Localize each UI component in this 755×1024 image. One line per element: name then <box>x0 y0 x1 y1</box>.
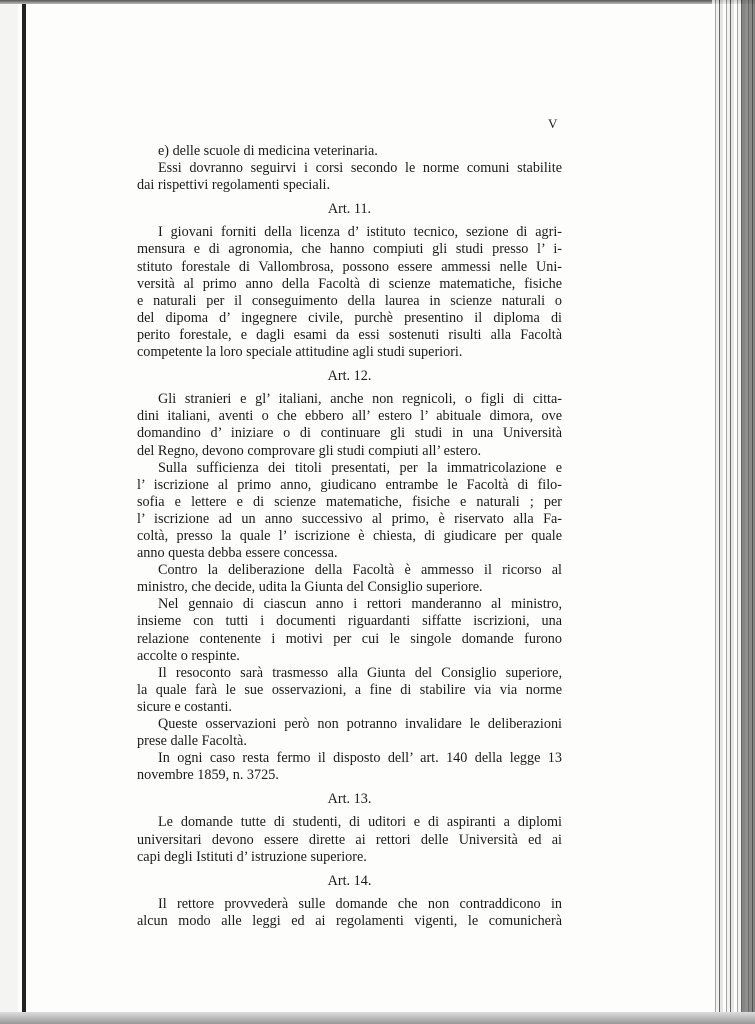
text-line: mensura e di agronomia, che hanno compiuti gli studi presso l’ i- <box>137 241 562 258</box>
text-line: e) delle scuole di medicina veterinaria. <box>158 143 378 159</box>
text-line: novembre 1859, n. 3725. <box>137 767 279 784</box>
paragraph <box>137 665 562 716</box>
text-line: In ogni caso resta fermo il disposto dell’ art. 140 della legge 13 <box>158 750 562 767</box>
text-line: alcun modo alle leggi ed ai regolamenti vigenti, le comunicherà <box>137 912 562 929</box>
paragraph <box>137 143 562 160</box>
text-line: capi degli Istituti d’ istruzione superiore. <box>137 848 367 865</box>
article-heading: Art. 12. <box>327 368 372 385</box>
text-line: dai rispettivi regolamenti speciali. <box>137 177 331 194</box>
paragraph <box>137 750 562 784</box>
text-line: l’ iscrizione al primo anno, giudicano entrambe le Facoltà di filo- <box>137 476 562 493</box>
text-line: coltà, presso la quale l’ iscrizione è chiesta, di giudicare per quale <box>137 527 562 544</box>
text-line: sofia e lettere e di scienze matematiche, fisiche e naturali ; per <box>137 493 562 510</box>
spacer <box>137 194 562 197</box>
text-line: anno questa debba essere concessa. <box>137 545 338 562</box>
article-heading: Art. 14. <box>327 872 372 889</box>
text-line: Gli stranieri e gl’ italiani, anche non regnicoli, o figli di citta- <box>158 391 562 408</box>
text-line: versità al primo anno della Facoltà di scienze matematiche, fisiche <box>137 275 562 292</box>
paragraph <box>137 814 562 865</box>
text-line: Le domande tutte di studenti, di uditori e di aspiranti a diplomi <box>158 814 562 831</box>
text-line: del Regno, devono comprovare gli studi compiuti all’ estero. <box>137 442 482 459</box>
paragraph <box>137 716 562 750</box>
scan-left-border <box>22 0 26 1024</box>
text-line: prese dalle Facoltà. <box>137 733 247 750</box>
paragraph <box>137 160 562 194</box>
spacer <box>137 361 562 364</box>
text-line: dini italiani, aventi o che ebbero all’ estero l’ abituale dimora, ove <box>137 408 562 425</box>
text-line: accolte o respinte. <box>137 647 240 664</box>
text-line: del dipoma d’ ingegnere civile, purchè presentino il diploma di <box>137 309 562 326</box>
text-line: Essi dovranno seguirvi i corsi secondo le norme comuni stabilite <box>158 160 562 177</box>
text-line: e naturali per il conseguimento della laurea in scienze naturali o <box>137 292 562 309</box>
paragraph <box>137 460 562 563</box>
text-line: Il resoconto sarà trasmesso alla Giunta del Consiglio superiore, <box>158 664 562 681</box>
text-line: sicure e costanti. <box>137 698 232 715</box>
paragraph <box>137 896 562 930</box>
text-line: universitari devono essere dirette ai rettori delle Università ed ai <box>137 831 562 848</box>
text-line: insieme con tutti i documenti riguardanti siffatte iscrizioni, una <box>137 613 562 630</box>
text-line: Queste osservazioni però non potranno invalidare le deliberazioni <box>158 716 562 732</box>
text-line: stituto forestale di Vallombrosa, possono essere ammessi nelle Uni- <box>137 258 562 275</box>
text-line: perito forestale, e dagli esami da essi sostenuti risulti alla Facoltà <box>137 326 562 343</box>
text-line: competente la loro speciale attitudine agli studi superiori. <box>137 344 463 361</box>
text-line: ministro, che decide, udita la Giunta del Consiglio superiore. <box>137 579 483 596</box>
scan-top-border <box>0 0 755 4</box>
article-heading: Art. 11. <box>327 201 372 218</box>
spacer <box>137 784 562 787</box>
scan-right-border <box>742 0 755 1024</box>
article-heading: Art. 13. <box>327 791 372 808</box>
paragraph <box>137 224 562 361</box>
text-line: domandino d’ iniziare o di continuare gli studi in una Università <box>137 425 562 442</box>
text-line: relazione contenente i motivi per cui le singole domande furono <box>137 630 562 647</box>
text-line: Nel gennaio di ciascun anno i rettori manderanno al ministro, <box>158 596 562 613</box>
document-body <box>137 143 562 930</box>
text-line: Contro la deliberazione della Facoltà è ammesso il ricorso al <box>158 562 562 579</box>
paragraph <box>137 391 562 459</box>
text-line: la quale farà le sue osservazioni, a fine di stabilire via via norme <box>137 681 562 698</box>
scan-left-margin <box>0 0 18 1024</box>
spacer <box>137 866 562 869</box>
page-number: V <box>548 116 558 131</box>
scan-bottom-border <box>0 1012 755 1024</box>
text-line: Sulla sufficienza dei titoli presentati, per la immatricolazione e <box>158 459 562 476</box>
text-line: I giovani forniti della licenza d’ istituto tecnico, sezione di agri- <box>158 224 562 241</box>
text-line: l’ iscrizione ad un anno successivo al primo, è riservato alla Fa- <box>137 510 562 527</box>
paragraph <box>137 562 562 596</box>
text-line: Il rettore provvederà sulle domande che non contraddicono in <box>158 895 562 912</box>
paragraph <box>137 596 562 664</box>
